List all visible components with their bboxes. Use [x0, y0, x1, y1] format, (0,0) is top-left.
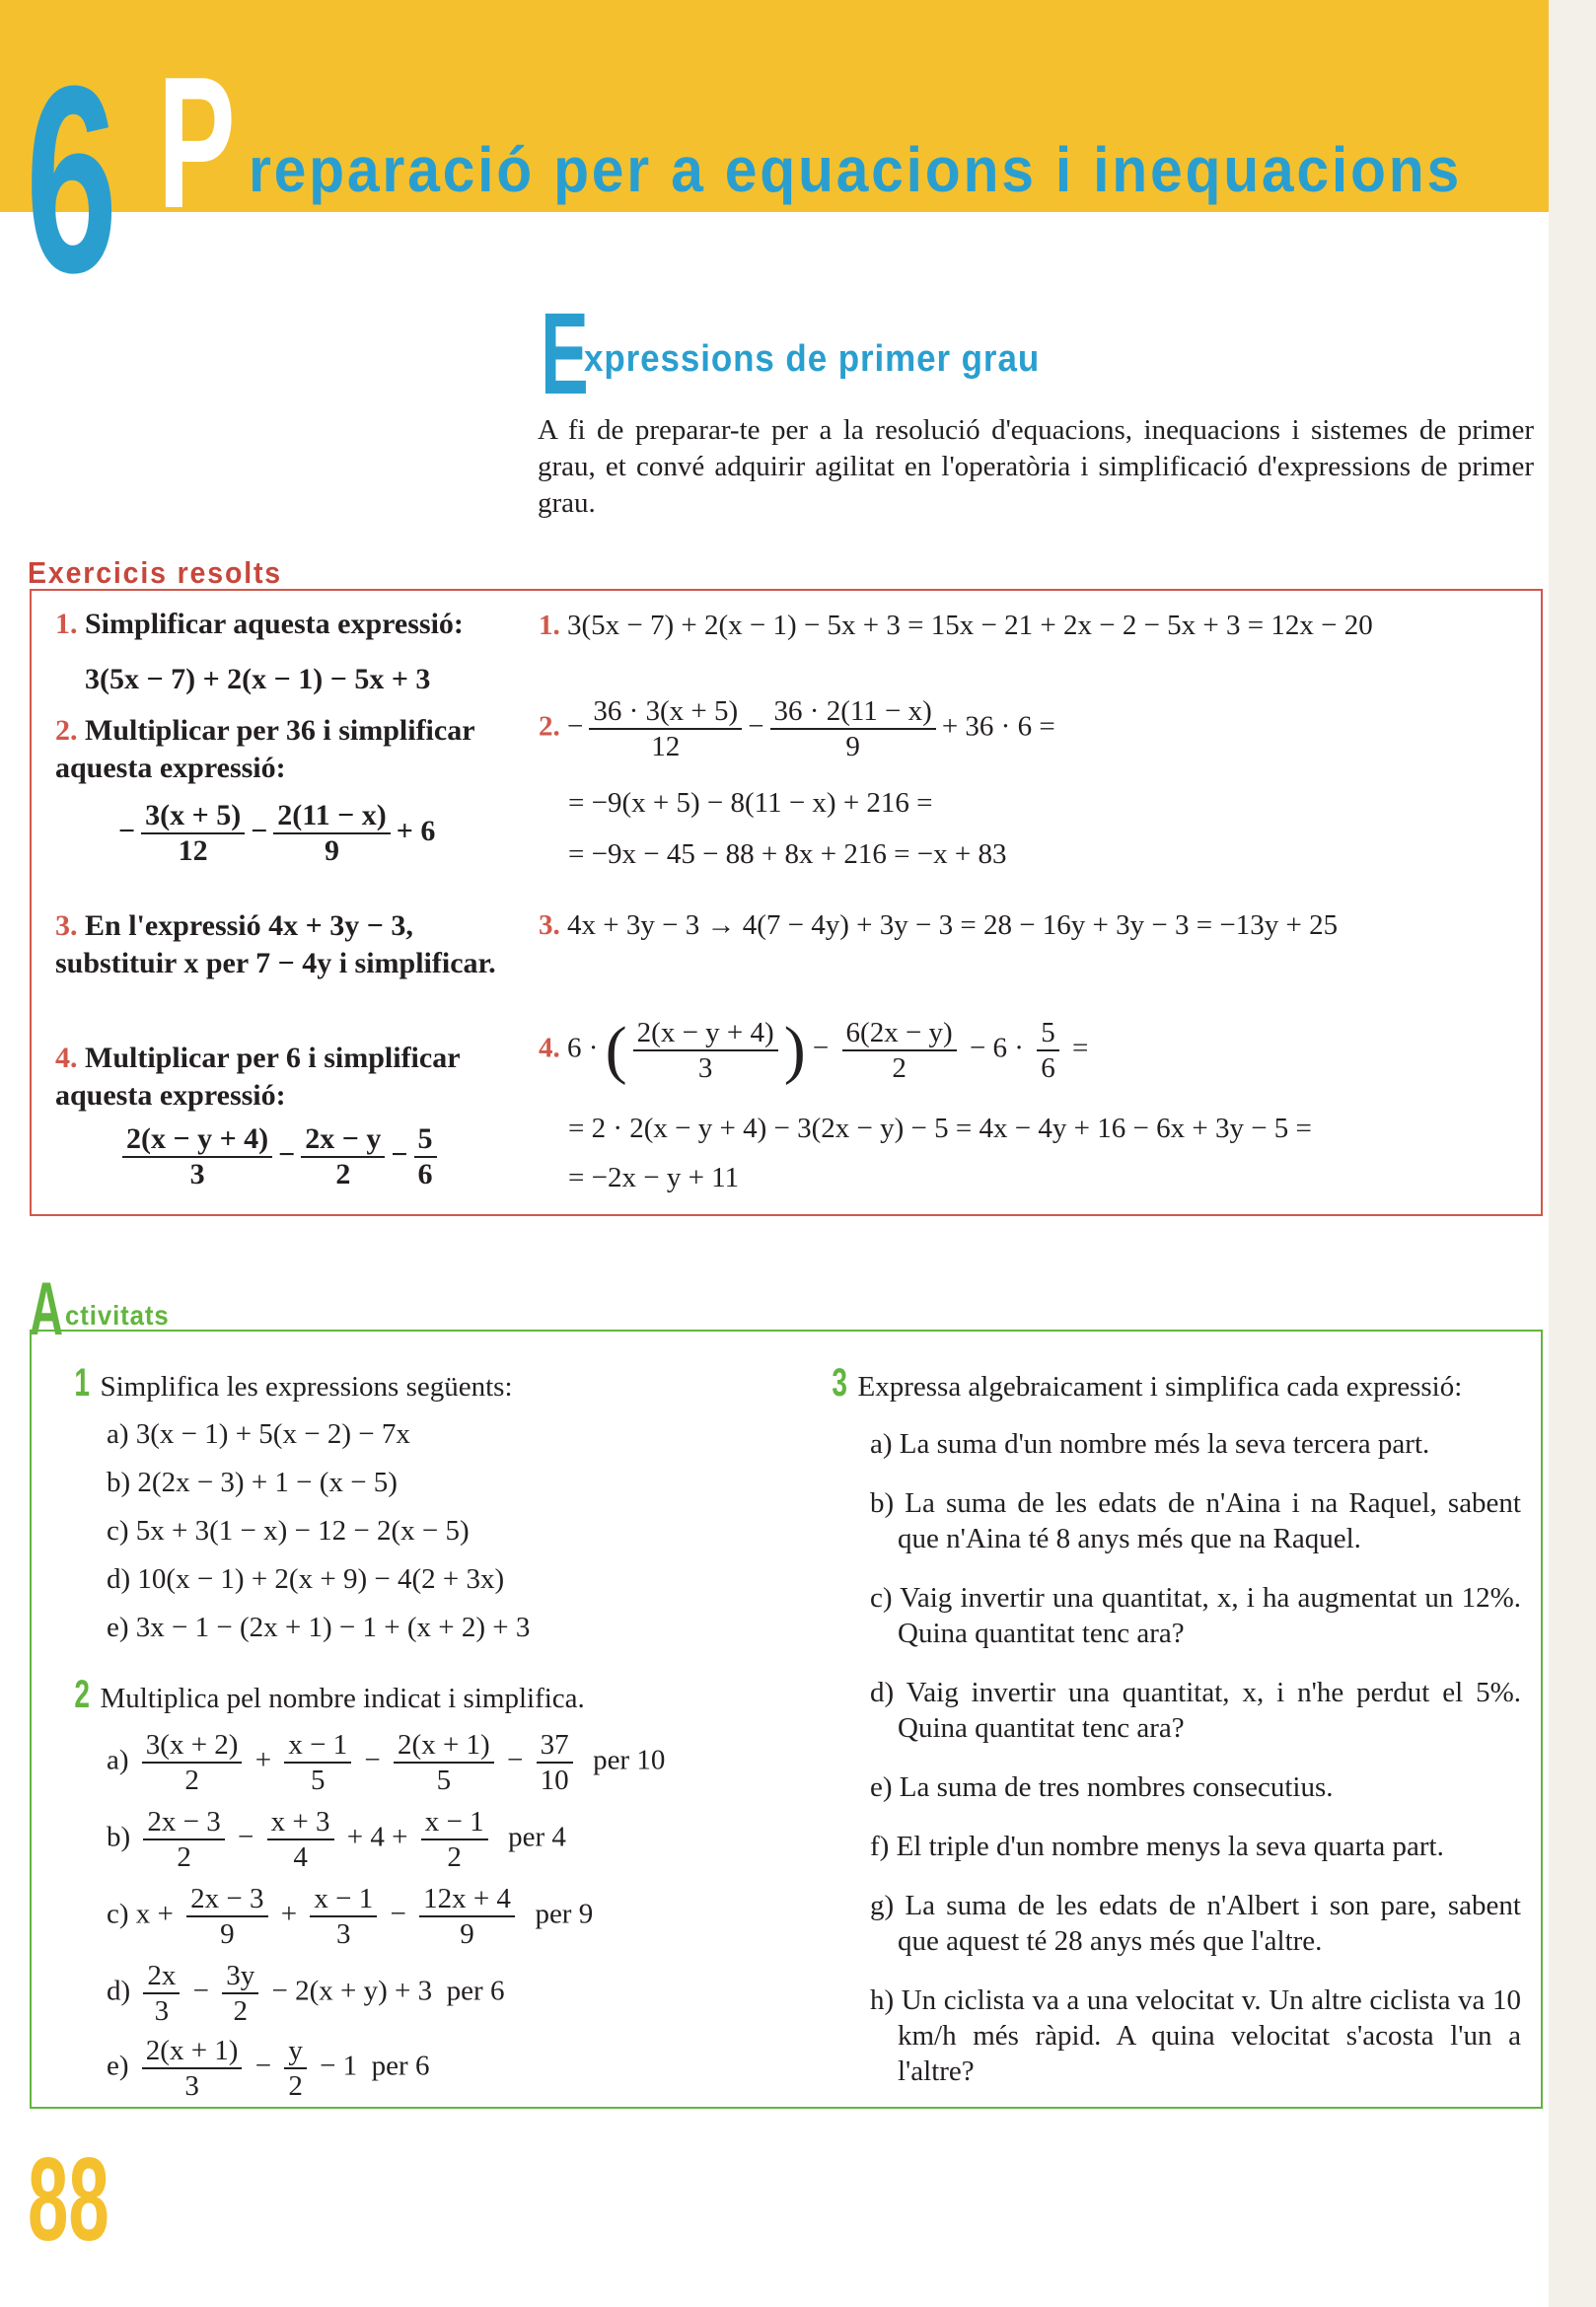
- fraction: [122, 1122, 272, 1191]
- numerator: 2(x − y + 4): [633, 1016, 778, 1051]
- fraction: [143, 1805, 224, 1874]
- denominator: 5: [310, 1765, 326, 1796]
- denominator: 9: [845, 731, 860, 762]
- solution-2-line-3: = −9x − 45 − 88 + 8x + 216 = −x + 83: [568, 838, 1007, 870]
- exercise-number: 3.: [55, 909, 78, 942]
- denominator: 12: [651, 731, 681, 762]
- numerator: 2x − 3: [143, 1805, 224, 1840]
- solution-1: [539, 608, 1373, 643]
- resolved-exercise-2: [55, 712, 509, 787]
- resolved-exercise-1: [55, 606, 519, 643]
- operator: −: [238, 1821, 254, 1853]
- numerator: y: [284, 2034, 307, 2069]
- denominator: 2: [233, 1995, 249, 2027]
- fraction: [143, 1959, 180, 2028]
- activity-2: [71, 1673, 585, 1716]
- fraction: [1037, 1016, 1059, 1085]
- numerator: 5: [1037, 1016, 1059, 1051]
- section-initial: E: [541, 289, 589, 419]
- activities-title: ctivitats: [65, 1300, 170, 1331]
- fraction: [284, 1728, 351, 1797]
- operator: −: [192, 1975, 210, 2007]
- list-item: d) Vaig invertir una quantitat, x, i n'he perdut el 5%. Quina quantitat tenc ara?: [870, 1677, 1521, 1744]
- numerator: 36 · 3(x + 5): [589, 694, 742, 730]
- denominator: 12: [178, 834, 208, 867]
- numerator: 3y: [222, 1959, 258, 1994]
- solution-3: [539, 907, 1338, 943]
- operator: −: [506, 1744, 524, 1776]
- activity-2-item-d: [107, 1959, 504, 2028]
- numerator: x − 1: [421, 1805, 488, 1840]
- denominator: 5: [436, 1765, 452, 1796]
- numerator: x − 1: [310, 1882, 377, 1917]
- activity-2-item-c: [107, 1882, 593, 1951]
- denominator: 2: [335, 1158, 351, 1190]
- operator: +: [254, 1744, 272, 1776]
- fraction: [589, 694, 742, 763]
- solution-2: 2. − $\frac{36 \cdot 3(x + 5)}{12}$ − $\frac{36 \cdot 2(11 - x)}{9}$ + 36 · 6 =: [539, 695, 1055, 762]
- denominator: 3: [189, 1158, 205, 1190]
- solution-text: 4x + 3y − 3 → 4(7 − 4y) + 3y − 3 = 28 − 16y + 3y − 3 = −13y + 25: [567, 909, 1339, 941]
- item-label: e): [107, 2050, 129, 2082]
- operator: −: [390, 1898, 406, 1930]
- denominator: 9: [460, 1918, 474, 1950]
- denominator: 9: [220, 1918, 235, 1950]
- list-item: c) Vaig invertir una quantitat, x, i ha augmentat un 12%. Quina quantitat tenc ara?: [870, 1582, 1521, 1649]
- fraction: [394, 1728, 494, 1797]
- item-label: d): [107, 1975, 131, 2007]
- section-intro: A fi de preparar-te per a la resolució d'equacions, inequacions i sistemes de primer grau, et convé adquirir agilitat en l'operatòria i simplificació d'expressions de primer grau.: [538, 414, 1534, 519]
- numerator: 37: [537, 1728, 573, 1764]
- denominator: 2: [447, 1841, 462, 1873]
- expression-tail: − 2(x + y) + 3: [271, 1975, 433, 2007]
- denominator: 6: [417, 1158, 433, 1190]
- fraction: [633, 1016, 778, 1085]
- list-item: f) El triple d'un nombre menys la seva quarta part.: [870, 1831, 1444, 1862]
- exercise-statement: En l'expressió 4x + 3y − 3, substituir x per 7 − 4y i simplificar.: [55, 909, 496, 979]
- activity-number: 3: [832, 1361, 847, 1405]
- list-item: e) La suma de tres nombres consecutius.: [870, 1771, 1334, 1803]
- activities-initial: A: [30, 1267, 64, 1351]
- solution-number: 4.: [539, 1032, 560, 1064]
- operator: −: [364, 1744, 381, 1776]
- activity-3: [829, 1361, 1463, 1405]
- denominator: 9: [325, 834, 339, 867]
- activity-number: 2: [74, 1673, 90, 1716]
- operator: + 4 +: [346, 1821, 408, 1853]
- operator: +: [280, 1898, 298, 1930]
- numerator: 6(2x − y): [842, 1016, 957, 1051]
- resolved-exercise-3: [55, 907, 509, 982]
- fraction: [267, 1805, 334, 1874]
- solution-number: 2.: [539, 710, 560, 743]
- expression-tail: + 6: [396, 814, 436, 847]
- activity-text: Multiplica pel nombre indicat i simplifica.: [100, 1683, 585, 1714]
- denominator: 3: [697, 1052, 713, 1084]
- fraction: [142, 1728, 243, 1797]
- solution-number: 1.: [539, 610, 560, 641]
- multiplier-label: per 9: [535, 1898, 594, 1930]
- fraction: [284, 2034, 307, 2103]
- denominator: 3: [336, 1918, 351, 1950]
- multiplier-label: per 6: [446, 1975, 505, 2007]
- section-title: xpressions de primer grau: [584, 338, 1041, 380]
- numerator: x − 1: [284, 1728, 351, 1764]
- resolved-label: Exercicis resolts: [28, 555, 283, 590]
- fraction: [310, 1882, 377, 1951]
- exercise-number: 4.: [55, 1042, 78, 1074]
- exercise-expression: 3(5x − 7) + 2(x − 1) − 5x + 3: [85, 663, 431, 695]
- numerator: 5: [414, 1122, 437, 1158]
- activity-2-item-b: [107, 1805, 566, 1874]
- multiplier-label: per 10: [593, 1744, 666, 1776]
- exercise-number: 1.: [55, 608, 78, 640]
- numerator: 2(x − y + 4): [122, 1122, 272, 1158]
- numerator: 2(x + 1): [394, 1728, 494, 1764]
- solution-tail: + 36 · 6 =: [941, 710, 1055, 743]
- activity-1-items: [107, 1416, 530, 1645]
- item-label: b): [107, 1821, 131, 1853]
- numerator: 2x − 3: [186, 1882, 267, 1917]
- fraction: [142, 2034, 243, 2103]
- chapter-number: 6: [26, 32, 114, 328]
- denominator: 10: [540, 1765, 569, 1796]
- fraction: [421, 1805, 488, 1874]
- multiplier-label: per 6: [371, 2050, 430, 2082]
- solution-text: 3(5x − 7) + 2(x − 1) − 5x + 3 = 15x − 21 + 2x − 2 − 5x + 3 = 12x − 20: [567, 610, 1373, 641]
- list-item: h) Un ciclista va a una velocitat v. Un altre ciclista va 10 km/h més ràpid. A quina velocitat s'acosta l'un a l'altre?: [870, 1984, 1521, 2087]
- multiplier-label: per 4: [508, 1821, 566, 1853]
- item-label: c) x +: [107, 1898, 174, 1930]
- activity-text: Simplifica les expressions següents:: [100, 1371, 513, 1403]
- list-item: a) 3(x − 1) + 5(x − 2) − 7x: [107, 1418, 410, 1450]
- page-number: 88: [28, 2133, 109, 2266]
- exercise-statement: Multiplicar per 6 i simplificar aquesta expressió:: [55, 1042, 460, 1112]
- activity-2-item-e: [107, 2034, 429, 2103]
- list-item: b) La suma de les edats de n'Aina i na Raquel, sabent que n'Aina té 8 anys més que na Raquel.: [870, 1487, 1521, 1554]
- resolved-exercise-4: [55, 1040, 509, 1115]
- activity-3-items: [870, 1426, 1521, 2089]
- denominator: 3: [184, 2070, 199, 2102]
- numerator: x + 3: [267, 1805, 334, 1840]
- fraction: [537, 1728, 573, 1797]
- fraction: [419, 1882, 515, 1951]
- list-item: d) 10(x − 1) + 2(x + 9) − 4(2 + 3x): [107, 1563, 505, 1595]
- item-label: a): [107, 1744, 129, 1776]
- denominator: 6: [1041, 1052, 1055, 1084]
- list-item: b) 2(2x − 3) + 1 − (x − 5): [107, 1467, 398, 1498]
- exercise-number: 2.: [55, 714, 78, 747]
- fraction: [186, 1882, 267, 1951]
- list-item: c) 5x + 3(1 − x) − 12 − 2(x − 5): [107, 1515, 470, 1547]
- solution-2-line-2: = −9(x + 5) − 8(11 − x) + 216 =: [568, 787, 933, 819]
- title-initial: P: [158, 38, 236, 248]
- solution-number: 3.: [539, 909, 560, 941]
- fraction: [273, 799, 390, 868]
- activity-1: [71, 1361, 513, 1405]
- list-item: g) La suma de les edats de n'Albert i son pare, sabent que aquest té 28 anys més que l'altre.: [870, 1890, 1521, 1957]
- fraction: [842, 1016, 957, 1085]
- numerator: 2(11 − x): [273, 799, 390, 834]
- fraction: [141, 799, 245, 868]
- solution-4-line-2: = 2 · 2(x − y + 4) − 3(2x − y) − 5 = 4x − 4y + 16 − 6x + 3y − 5 =: [568, 1113, 1312, 1144]
- denominator: 2: [184, 1765, 199, 1796]
- chapter-title: reparació per a equacions i inequacions: [249, 134, 1463, 205]
- exercise-expression: $\frac{2(x - y + 4)}{3}$ − $\frac{2x - y}{2}$ − $\frac{5}{6}$: [116, 1122, 443, 1191]
- list-item: a) La suma d'un nombre més la seva tercera part.: [870, 1428, 1430, 1460]
- list-item: e) 3x − 1 − (2x + 1) − 1 + (x + 2) + 3: [107, 1612, 531, 1643]
- exercise-statement: Simplificar aquesta expressió:: [85, 608, 464, 640]
- numerator: 12x + 4: [419, 1882, 515, 1917]
- expression-tail: − 1: [320, 2050, 358, 2082]
- exercise-expression: − $\frac{3(x + 5)}{12}$ − $\frac{2(11 - x)}{9}$ + 6: [118, 799, 436, 867]
- activity-2-item-a: [107, 1728, 665, 1797]
- fraction: [770, 694, 936, 763]
- numerator: 2x: [143, 1959, 180, 1994]
- numerator: 2x − y: [301, 1122, 385, 1158]
- activity-number: 1: [74, 1361, 90, 1405]
- numerator: 3(x + 2): [142, 1728, 243, 1764]
- activity-text: Expressa algebraicament i simplifica cada expressió:: [857, 1371, 1463, 1403]
- fraction: [222, 1959, 258, 2028]
- denominator: 3: [154, 1995, 170, 2027]
- solution-4: 4. 6 · ( $\frac{2(x - y + 4)}{3}$ ) − $\frac{6(2x - y)}{2}$ − 6 · $\frac{5}{6}$ =: [539, 1014, 1089, 1086]
- denominator: 4: [293, 1841, 308, 1873]
- numerator: 2(x + 1): [142, 2034, 243, 2069]
- denominator: 2: [892, 1052, 907, 1084]
- solution-4-line-3: = −2x − y + 11: [568, 1162, 740, 1193]
- page-edge: [1549, 0, 1596, 2307]
- numerator: 36 · 2(11 − x): [770, 694, 936, 730]
- denominator: 2: [177, 1841, 191, 1873]
- operator: −: [254, 2050, 272, 2082]
- fraction: [414, 1122, 437, 1191]
- numerator: 3(x + 5): [141, 799, 245, 834]
- fraction: [301, 1122, 385, 1191]
- denominator: 2: [288, 2070, 303, 2102]
- exercise-statement: Multiplicar per 36 i simplificar aquesta expressió:: [55, 714, 474, 784]
